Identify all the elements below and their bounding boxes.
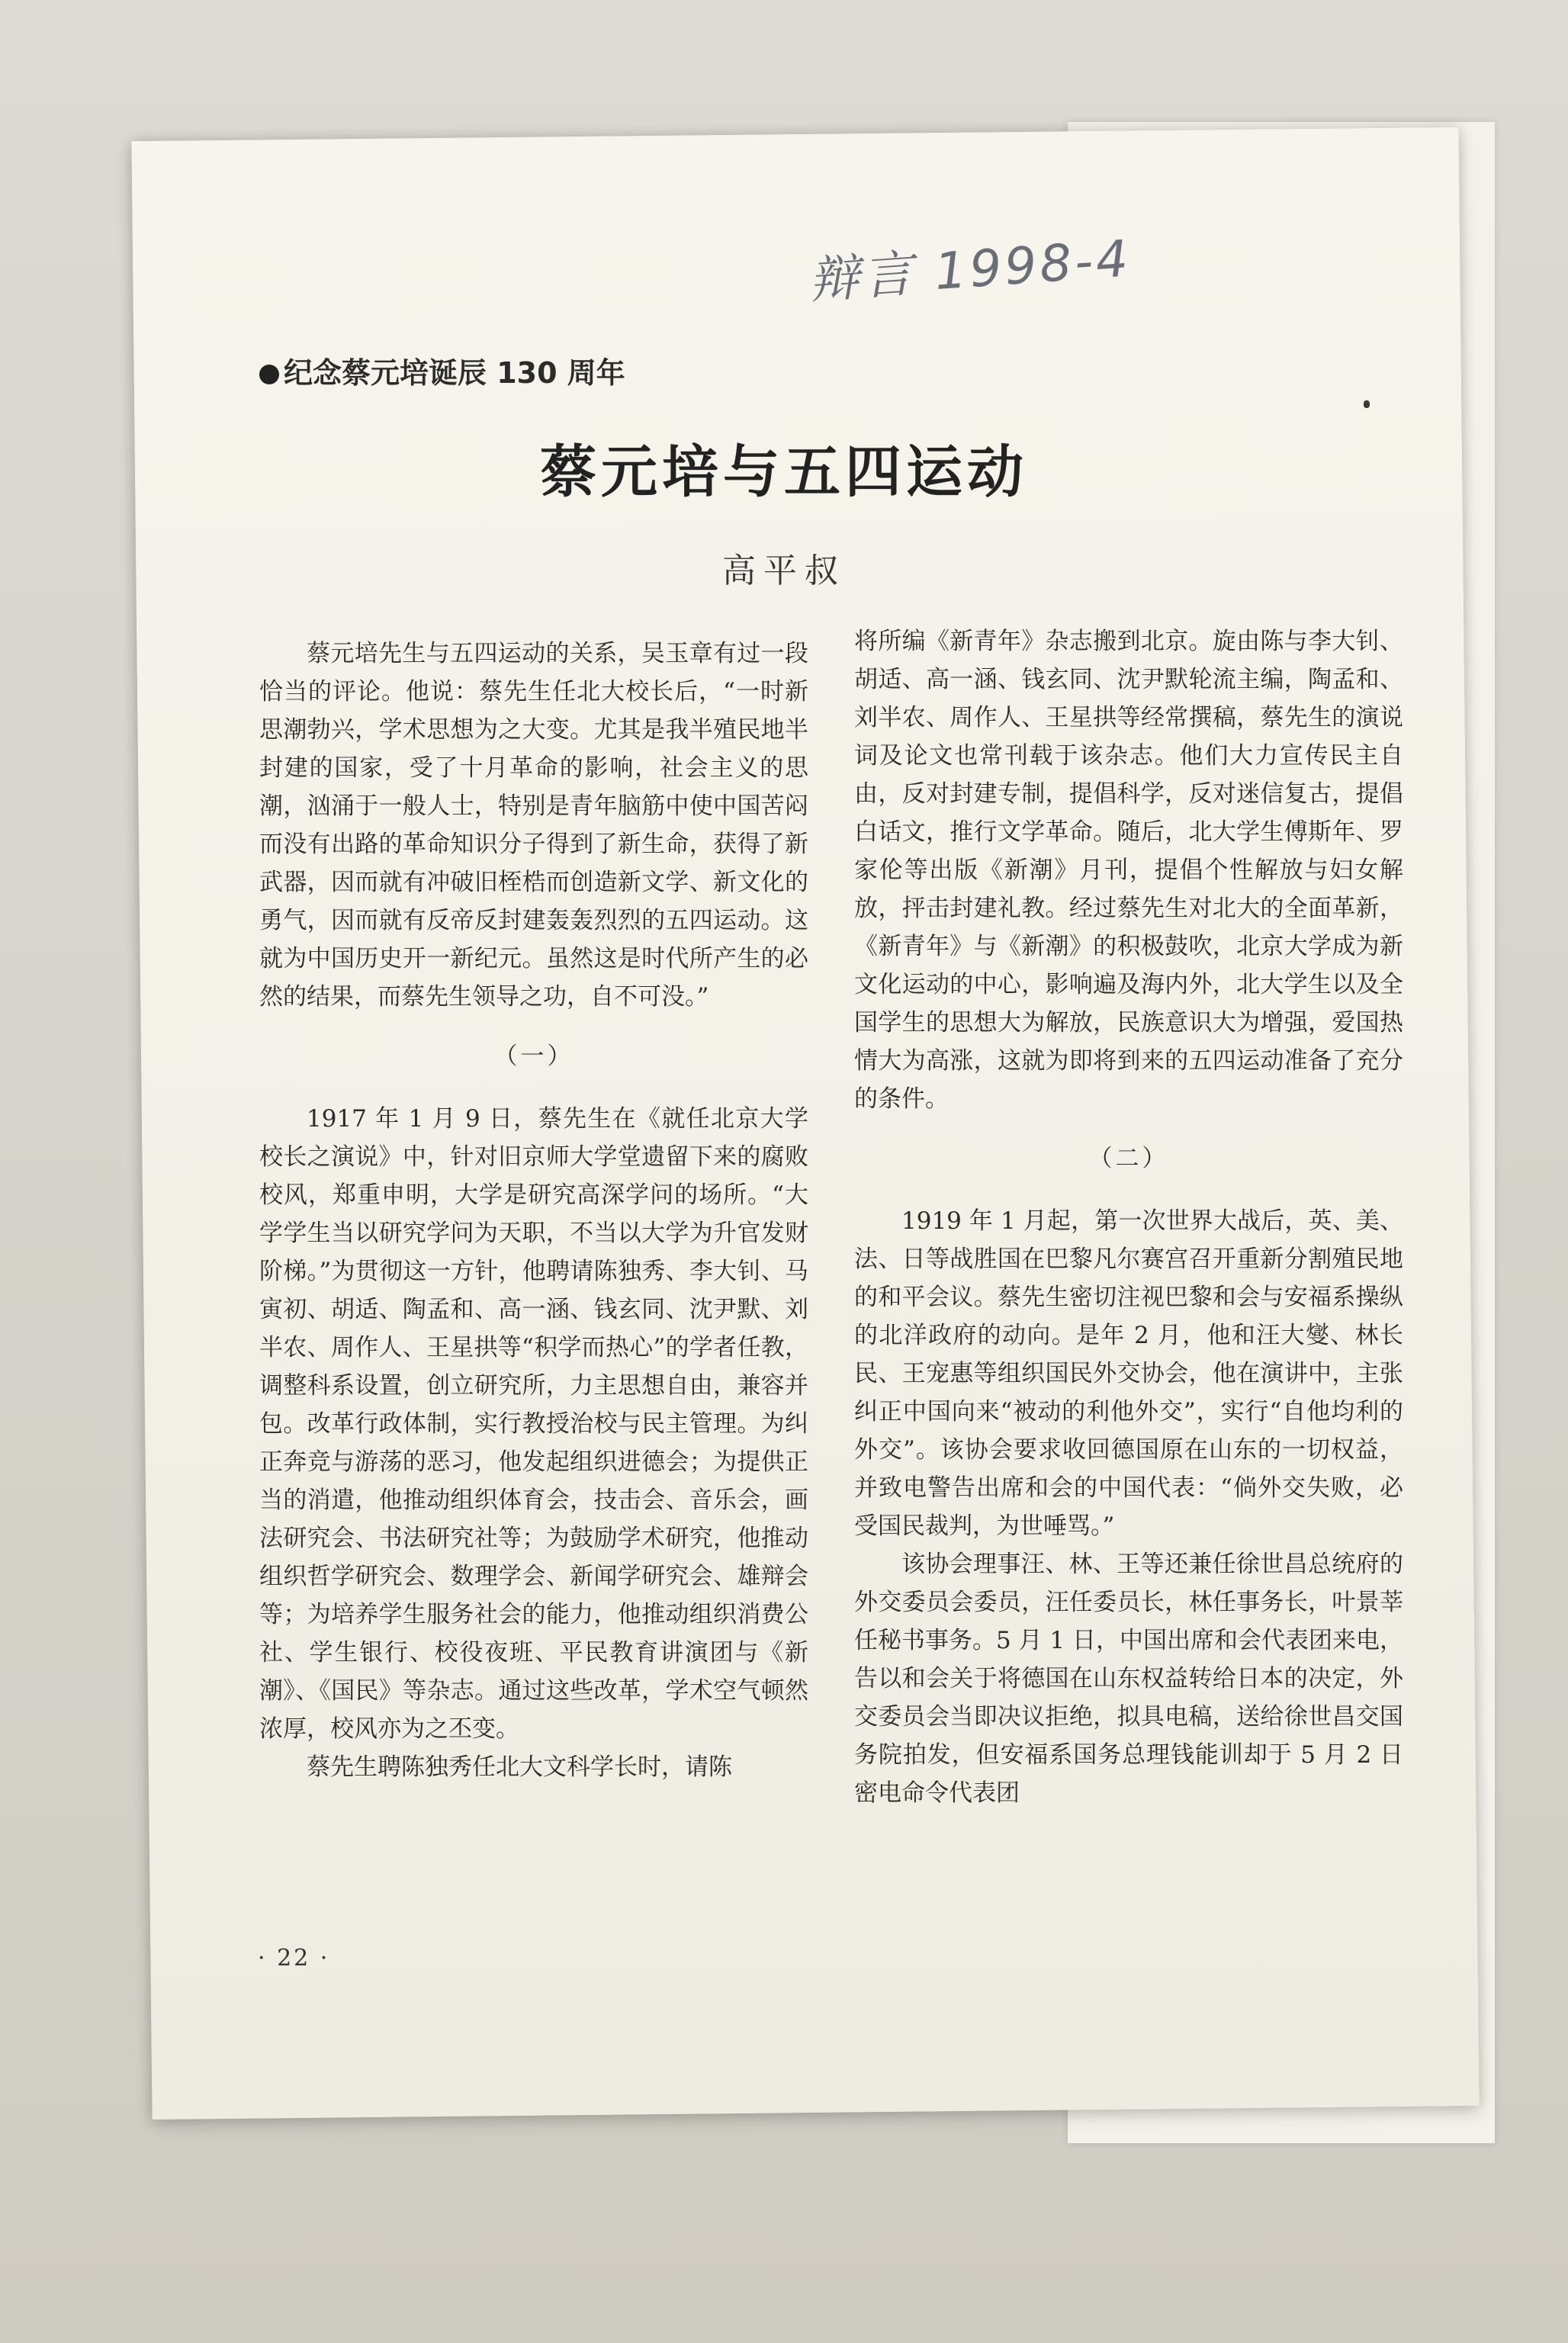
section-heading-1: （一） <box>493 1043 574 1070</box>
paragraph: 1917 年 1 月 9 日，蔡先生在《就任北京大学校长之演说》中，针对旧京师大学堂遗留下来的腐败校风，郑重申明，大学是研究高深学问的场所。“大学学生当以研究学问为天职，不当以大学为升官发财阶梯。”为贯彻这一方针，他聘请陈独秀、李大钊、马寅初、胡适、陶孟和、高一涵、钱玄同、沈尹默、刘半农、周作人、王星拱等“积学而热心”的学者任教，调整科系设置，创立研究所，力主思想自由，兼容并包。改革行政体制，实行教授治校与民主管理。为纠正奔竞与游荡的恶习，他发起组织进德会；为提供正当的消遣，他推动组织体育会，技击会、音乐会，画法研究会、书法研究社等；为鼓励学术研究，他推动组织哲学研究会、数理学会、新闻学研究会、雄辩会等；为培养学生服务社会的能力，他推动组织消费公社、学生银行、校役夜班、平民教育讲演团与《新潮》、《国民》等杂志。通过这些改革，学术空气顿然浓厚，校风亦为之丕变。 <box>259 1105 808 1743</box>
bullet-icon <box>259 365 279 384</box>
kicker-heading <box>259 349 625 391</box>
paragraph: 蔡先生聘陈独秀任北大文科学长时，请陈 <box>307 1753 732 1781</box>
paragraph: 1919 年 1 月起，第一次世界大战后，英、美、法、日等战胜国在巴黎凡尔赛宫召开重新分割殖民地的和平会议。蔡先生密切注视巴黎和会与安福系操纵的北洋政府的动向。是年 2 月，他和汪大燮、林长民、王宠惠等组织国民外交协会，他在演讲中，主张纠正中国向来“被动的利他外交”，实行“自他均利的外交”。该协会要求收回德国原在山东的一切权益，并致电警告出席和会的中国代表：“倘外交失败，必受国民裁判，为世唾骂。” <box>854 1207 1403 1540</box>
handwritten-note: 辩言 1998-4 <box>807 229 1133 310</box>
right-column <box>854 622 1403 1812</box>
paragraph: 该协会理事汪、林、王等还兼任徐世昌总统府的外交委员会委员，汪任委员长，林任事务长，叶景莘任秘书事务。5 月 1 日，中国出席和会代表团来电，告以和会关于将德国在山东权益转给日本的决定，外交委员会当即决议拒绝，拟具电稿，送给徐世昌交国务院拍发，但安福系国务总理钱能训却于 5 月 2 日密电命令代表团 <box>854 1551 1404 1807</box>
ink-speck <box>1364 400 1370 408</box>
section-heading-2: （二） <box>1088 1145 1169 1172</box>
page-number: · 22 · <box>258 1945 330 1972</box>
paragraph: 将所编《新青年》杂志搬到北京。旋由陈与李大钊、胡适、高一涵、钱玄同、沈尹默轮流主编，陶孟和、刘半农、周作人、王星拱等经常撰稿，蔡先生的演说词及论文也常刊载于该杂志。他们大力宣传民主自由，反对封建专制，提倡科学，反对迷信复古，提倡白话文，推行文学革命。随后，北大学生傅斯年、罗家伦等出版《新潮》月刊，提倡个性解放与妇女解放，抨击封建礼教。经过蔡先生对北大的全面革新，《新青年》与《新潮》的积极鼓吹，北京大学成为新文化运动的中心，影响遍及海内外，北大学生以及全国学生的思想大为解放，民族意识大为增强，爱国热情大为高涨，这就为即将到来的五四运动准备了充分的条件。 <box>854 628 1403 1113</box>
article-title: 蔡元培与五四运动 <box>540 439 1028 505</box>
kicker-text: 纪念蔡元培诞辰 130 周年 <box>284 356 625 390</box>
left-column <box>259 635 808 1786</box>
paragraph: 蔡元培先生与五四运动的关系，吴玉章有过一段恰当的评论。他说：蔡先生任北大校长后，“一时新思潮勃兴，学术思想为之大变。尤其是我半殖民地半封建的国家，受了十月革命的影响，社会主义的思潮，汹涌于一般人士，特别是青年脑筋中使中国苦闷而没有出路的革命知识分子得到了新生命，获得了新武器，因而就有冲破旧桎梏而创造新文学、新文化的勇气，因而就有反帝反封建轰轰烈烈的五四运动。这就为中国历史开一新纪元。虽然这是时代所产生的必然的结果，而蔡先生领导之功，自不可没。” <box>259 640 808 1011</box>
article-author: 高平叔 <box>722 551 846 590</box>
